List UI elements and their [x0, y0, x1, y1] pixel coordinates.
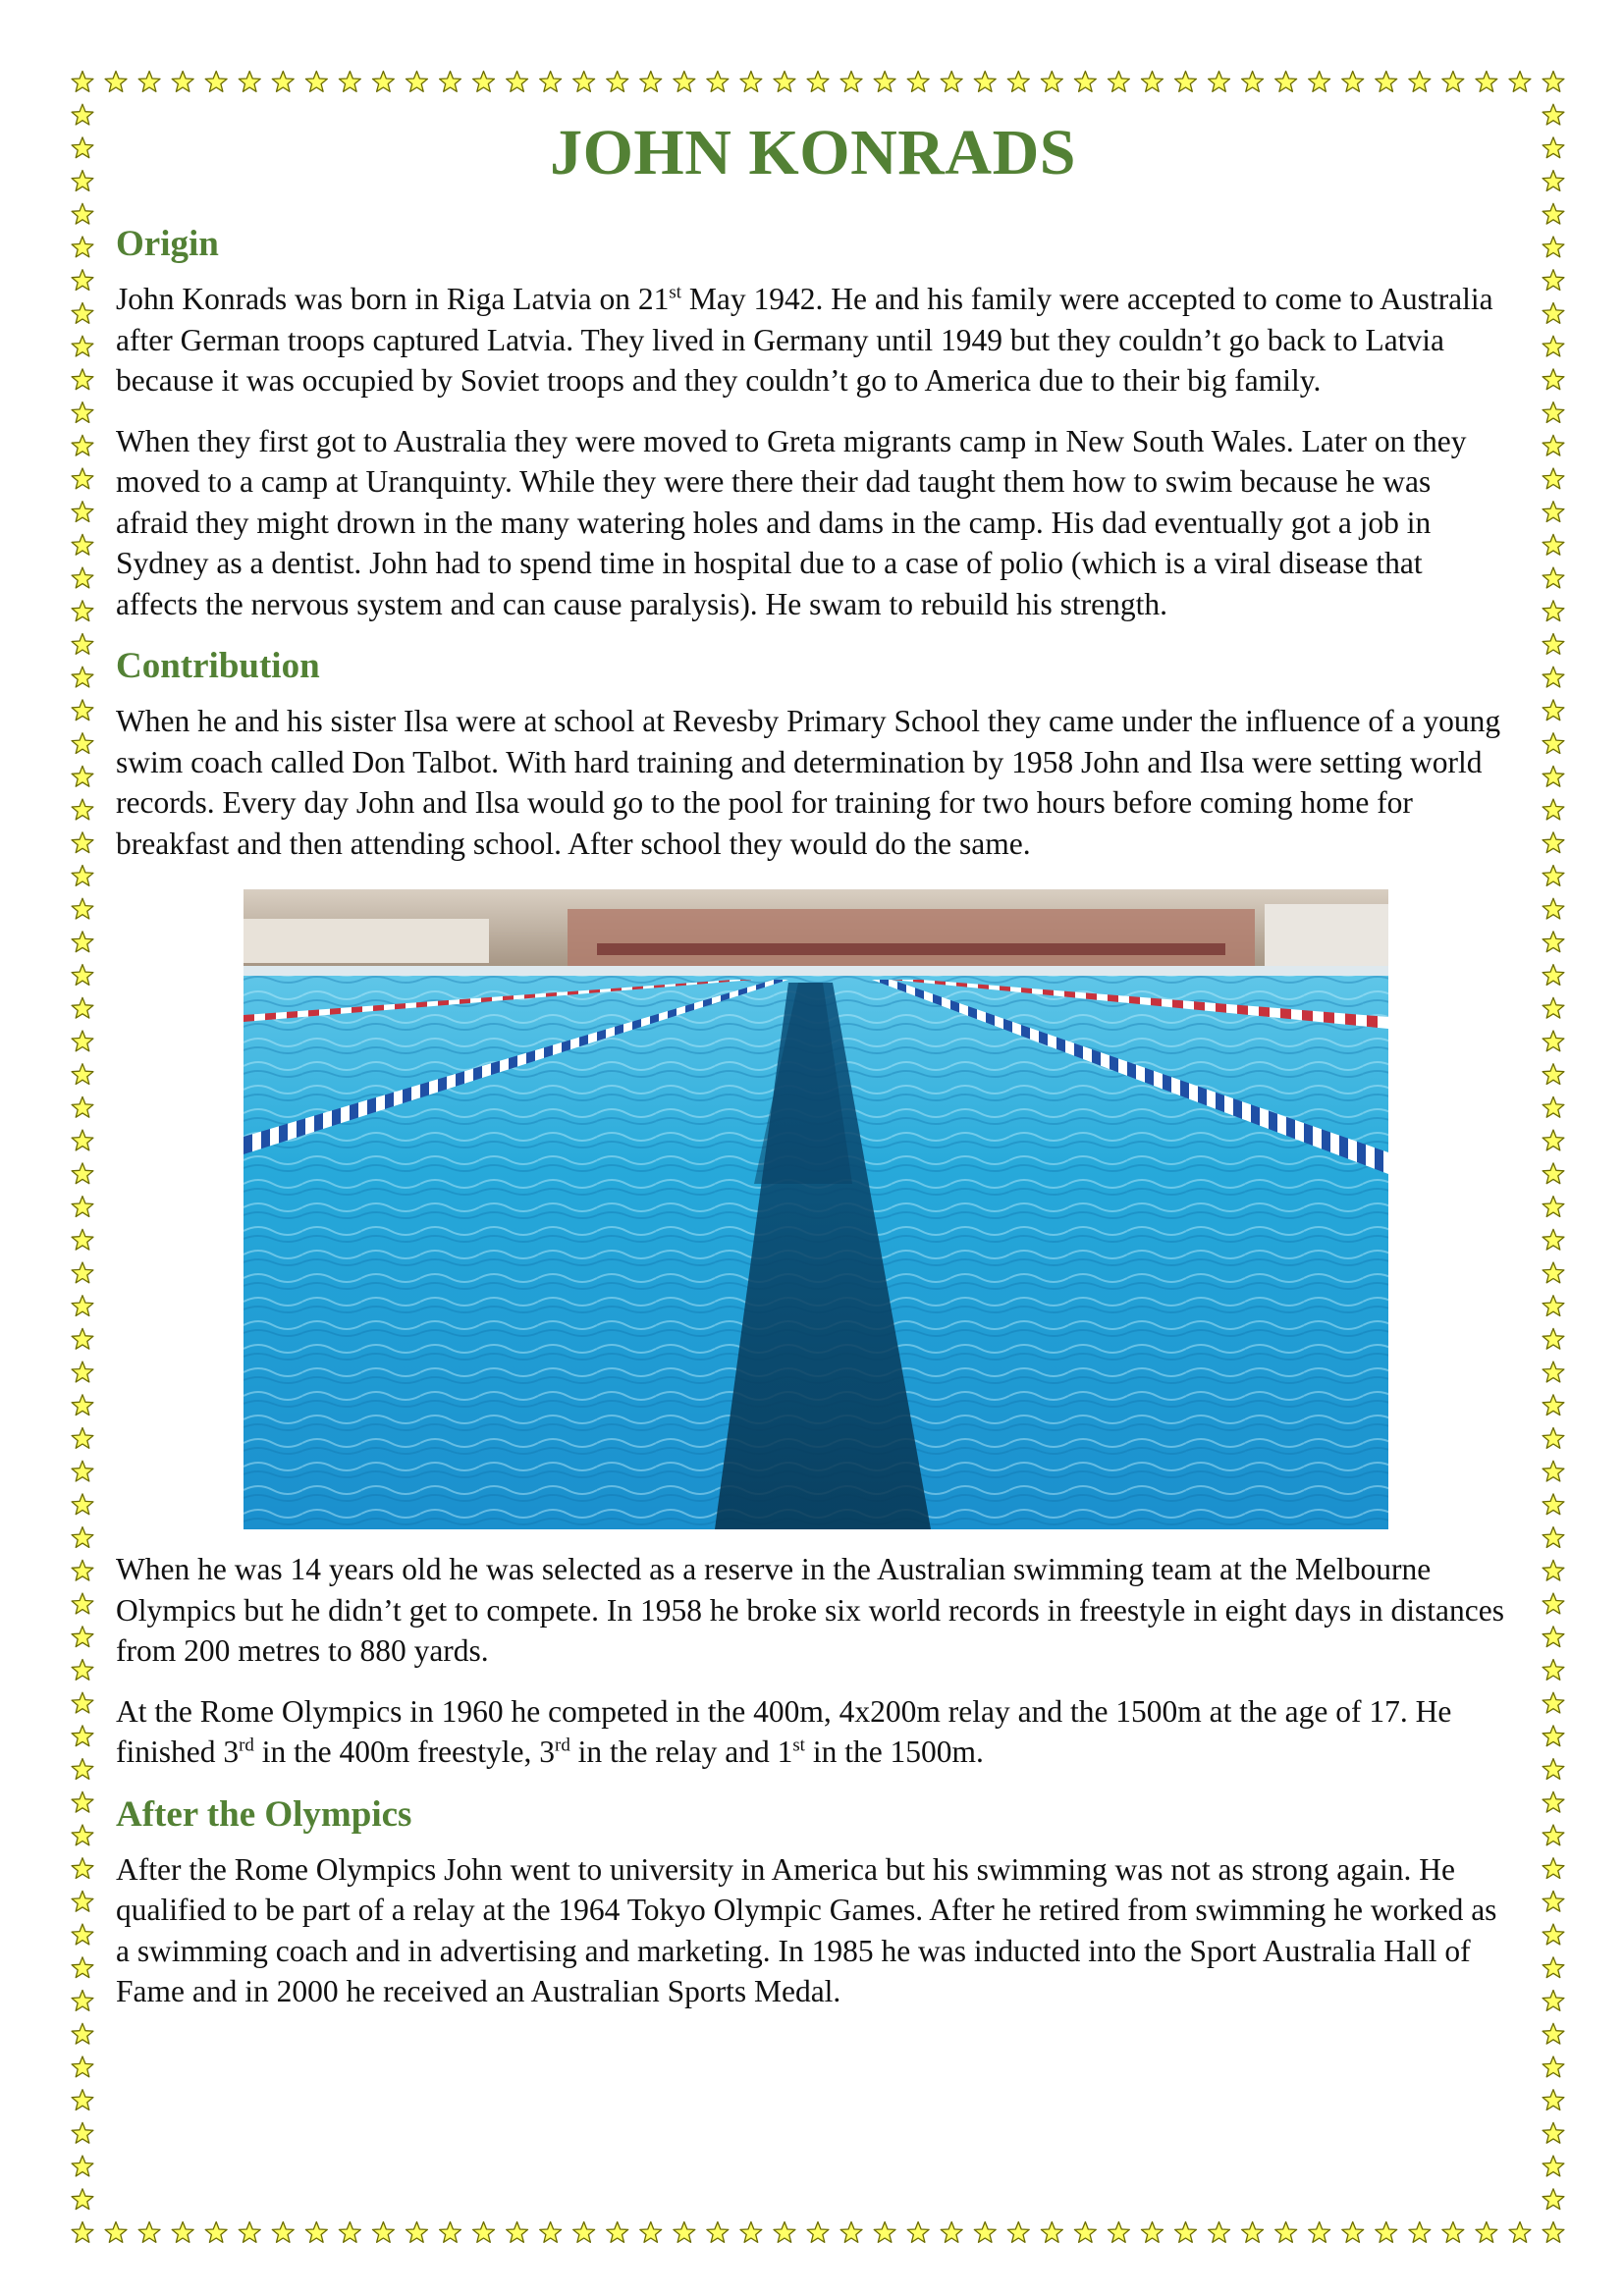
star-icon	[72, 1362, 93, 1382]
star-icon	[1543, 1163, 1564, 1184]
star-icon	[941, 2222, 962, 2243]
star-icon	[1543, 1229, 1564, 1250]
star-icon	[72, 171, 93, 191]
star-icon	[540, 72, 562, 92]
star-icon	[1209, 72, 1230, 92]
star-icon	[205, 2222, 227, 2243]
star-icon	[874, 72, 895, 92]
star-icon	[1543, 832, 1564, 853]
star-icon	[72, 1593, 93, 1614]
star-icon	[1007, 72, 1029, 92]
star-icon	[607, 72, 628, 92]
star-icon	[72, 1229, 93, 1250]
star-icon	[72, 1461, 93, 1481]
star-icon	[1041, 2222, 1062, 2243]
star-icon	[406, 2222, 428, 2243]
ordinal-suffix: rd	[239, 1735, 254, 1756]
star-icon	[1543, 1627, 1564, 1647]
star-icon	[1543, 799, 1564, 820]
star-icon	[72, 1660, 93, 1681]
star-icon	[239, 2222, 260, 2243]
star-icon	[1543, 369, 1564, 390]
star-icon	[72, 435, 93, 455]
star-icon	[640, 2222, 662, 2243]
star-icon	[1543, 303, 1564, 324]
star-icon	[440, 72, 461, 92]
contribution-paragraph-1: When he and his sister Ilsa were at school at Revesby Primary School they came under the influence of a young swim coach called Don Talbot. With hard training and determination by 1958 John and Ilsa were setting world records. Every day John and Ilsa would go to the pool for training for two hours before coming home for breakfast and then attending school. After school they would do the same.	[116, 704, 1501, 861]
star-icon	[72, 965, 93, 986]
page-title: JOHN KONRADS	[550, 117, 1076, 188]
star-icon	[507, 2222, 528, 2243]
olympics-paragraph-2	[116, 1691, 1510, 1773]
star-icon	[72, 104, 93, 125]
star-icon	[72, 567, 93, 588]
star-icon	[1543, 2222, 1564, 2243]
star-icon	[72, 1428, 93, 1449]
star-icon	[72, 932, 93, 952]
star-icon	[72, 1031, 93, 1051]
star-icon	[72, 2156, 93, 2176]
star-icon	[840, 72, 862, 92]
star-icon	[72, 402, 93, 423]
star-icon	[540, 2222, 562, 2243]
star-icon	[72, 634, 93, 655]
ordinal-suffix: st	[792, 1735, 805, 1756]
star-icon	[1543, 1527, 1564, 1548]
star-icon	[1007, 2222, 1029, 2243]
star-icon	[1175, 2222, 1197, 2243]
star-icon	[239, 72, 260, 92]
star-icon	[72, 72, 93, 92]
star-icon	[1543, 1560, 1564, 1580]
ordinal-suffix: st	[669, 282, 682, 303]
contribution-heading: Contribution	[116, 646, 320, 686]
star-icon	[72, 733, 93, 754]
star-icon	[72, 270, 93, 291]
star-icon	[1509, 2222, 1531, 2243]
star-icon	[1041, 72, 1062, 92]
star-icon	[1543, 634, 1564, 655]
star-icon	[72, 303, 93, 324]
star-icon	[1543, 898, 1564, 919]
star-icon	[72, 369, 93, 390]
star-icon	[1275, 2222, 1297, 2243]
star-icon	[1175, 72, 1197, 92]
star-icon	[1142, 2222, 1164, 2243]
star-icon	[1409, 72, 1431, 92]
star-icon	[1309, 72, 1330, 92]
origin-heading: Origin	[116, 224, 219, 264]
star-icon	[1543, 2156, 1564, 2176]
star-icon	[339, 72, 360, 92]
star-icon	[72, 2122, 93, 2143]
after-olympics-paragraph: After the Rome Olympics John went to university in America but his swimming was not as strong again. He qualified to be part of a relay at the 1964 Tokyo Olympic Games. After he retired from swimming he worked as a swimming coach and in advertising and marketing. In 1985 he was inducted into the Sport Australia Hall of Fame and in 2000 he received an Australian Sports Medal.	[116, 1851, 1497, 2008]
star-icon	[1142, 72, 1164, 92]
text-run: At the Rome Olympics in 1960 he competed in the 400m, 4x200m relay and the 1500m at the age of 17. He finished 3	[116, 1693, 1452, 1769]
star-icon	[1543, 137, 1564, 158]
star-icon	[72, 502, 93, 522]
text-run: in the 400m freestyle, 3	[253, 1735, 556, 1769]
star-icon	[72, 1064, 93, 1085]
star-icon	[72, 1825, 93, 1845]
star-icon	[740, 72, 762, 92]
star-icon	[1543, 336, 1564, 356]
star-icon	[1543, 1726, 1564, 1746]
star-icon	[1242, 72, 1264, 92]
star-icon	[1342, 2222, 1364, 2243]
star-icon	[1376, 2222, 1397, 2243]
star-icon	[1109, 72, 1130, 92]
star-icon	[1543, 468, 1564, 489]
star-icon	[907, 72, 929, 92]
star-icon	[272, 72, 294, 92]
star-icon	[874, 2222, 895, 2243]
star-icon	[72, 1262, 93, 1283]
star-icon	[1074, 72, 1096, 92]
star-icon	[72, 799, 93, 820]
star-icon	[1074, 2222, 1096, 2243]
star-icon	[406, 72, 428, 92]
star-icon	[72, 468, 93, 489]
star-icon	[1342, 72, 1364, 92]
star-icon	[507, 72, 528, 92]
star-icon	[1543, 72, 1564, 92]
star-icon	[72, 1494, 93, 1515]
star-icon	[607, 2222, 628, 2243]
star-icon	[840, 2222, 862, 2243]
text-run: in the relay and 1	[569, 1735, 793, 1769]
star-icon	[1543, 700, 1564, 721]
star-icon	[1543, 1262, 1564, 1283]
star-icon	[1543, 1296, 1564, 1316]
star-icon	[1543, 1494, 1564, 1515]
star-icon	[105, 2222, 127, 2243]
star-icon	[1543, 1593, 1564, 1614]
star-icon	[1476, 2222, 1497, 2243]
star-icon	[72, 1130, 93, 1150]
text-run: in the 1500m.	[804, 1735, 984, 1769]
star-icon	[1543, 1130, 1564, 1150]
star-icon	[138, 2222, 160, 2243]
star-icon	[1543, 997, 1564, 1018]
star-icon	[640, 72, 662, 92]
star-icon	[1543, 1096, 1564, 1117]
origin-paragraph-2: When they first got to Australia they were moved to Greta migrants camp in New South Wales. Later on they moved to a camp at Uranquinty. While they were there their dad taught them how to swim because he was afraid they might drown in the many watering holes and dams in the camp. His dad eventually got a job in Sydney as a dentist. John had to spend time in hospital due to a case of polio (which is a viral disease that affects the nervous system and can cause paralysis). He swam to rebuild his strength.	[116, 423, 1467, 621]
star-icon	[72, 1991, 93, 2011]
star-icon	[72, 237, 93, 257]
star-icon	[72, 700, 93, 721]
star-icon	[1543, 1759, 1564, 1780]
star-icon	[1543, 932, 1564, 952]
star-icon	[1543, 2056, 1564, 2077]
text-run: John Konrads was born in Riga Latvia on 21	[116, 282, 670, 316]
star-icon	[72, 997, 93, 1018]
star-icon	[1109, 2222, 1130, 2243]
star-icon	[72, 1692, 93, 1713]
star-icon	[72, 137, 93, 158]
star-icon	[72, 1328, 93, 1349]
star-icon	[1543, 203, 1564, 224]
star-icon	[1543, 1791, 1564, 1812]
star-icon	[72, 1891, 93, 1911]
star-icon	[807, 72, 829, 92]
star-icon	[72, 1791, 93, 1812]
star-icon	[72, 336, 93, 356]
star-icon	[1442, 72, 1464, 92]
star-icon	[1242, 2222, 1264, 2243]
star-icon	[740, 2222, 762, 2243]
star-icon	[72, 2056, 93, 2077]
ordinal-suffix: rd	[555, 1735, 570, 1756]
star-icon	[1543, 1660, 1564, 1681]
star-icon	[1543, 104, 1564, 125]
swimming-pool-photo	[244, 889, 1388, 1529]
star-icon	[674, 2222, 695, 2243]
star-icon	[172, 72, 193, 92]
star-icon	[774, 2222, 795, 2243]
star-icon	[1543, 237, 1564, 257]
star-icon	[339, 2222, 360, 2243]
star-icon	[72, 1957, 93, 1978]
star-icon	[1209, 2222, 1230, 2243]
star-icon	[1543, 1891, 1564, 1911]
star-icon	[1543, 270, 1564, 291]
star-icon	[1275, 72, 1297, 92]
star-icon	[205, 72, 227, 92]
star-icon	[1543, 733, 1564, 754]
star-icon	[305, 72, 327, 92]
star-icon	[72, 1395, 93, 1415]
star-icon	[72, 1627, 93, 1647]
star-icon	[707, 72, 729, 92]
star-icon	[72, 667, 93, 687]
star-icon	[1543, 667, 1564, 687]
star-icon	[105, 72, 127, 92]
star-icon	[72, 203, 93, 224]
star-icon	[674, 72, 695, 92]
star-icon	[72, 766, 93, 786]
star-icon	[1543, 1197, 1564, 1217]
star-icon	[72, 1560, 93, 1580]
star-icon	[1543, 502, 1564, 522]
star-icon	[72, 1726, 93, 1746]
star-icon	[573, 2222, 595, 2243]
star-icon	[1543, 601, 1564, 621]
star-icon	[272, 2222, 294, 2243]
star-icon	[774, 72, 795, 92]
star-icon	[1442, 2222, 1464, 2243]
star-icon	[72, 898, 93, 919]
star-icon	[1543, 965, 1564, 986]
star-icon	[72, 866, 93, 886]
star-icon	[1409, 2222, 1431, 2243]
star-icon	[72, 1924, 93, 1945]
star-icon	[1543, 1328, 1564, 1349]
star-icon	[1543, 2189, 1564, 2210]
star-icon	[1476, 72, 1497, 92]
star-icon	[1543, 2023, 1564, 2044]
star-icon	[1543, 1957, 1564, 1978]
star-icon	[72, 1096, 93, 1117]
text-run: May 1942. He and his family were accepted to come to Australia after German troops captured Latvia. They lived in Germany until 1949 but they couldn’t go back to Latvia because it was occupied by Soviet troops and they couldn’t go to America due to their big family.	[116, 282, 1493, 398]
star-icon	[72, 1197, 93, 1217]
star-icon	[1543, 1825, 1564, 1845]
star-icon	[1543, 435, 1564, 455]
star-icon	[72, 1296, 93, 1316]
star-icon	[305, 2222, 327, 2243]
star-icon	[1543, 2090, 1564, 2110]
star-icon	[1543, 1428, 1564, 1449]
star-icon	[1309, 2222, 1330, 2243]
star-icon	[72, 1527, 93, 1548]
star-icon	[72, 534, 93, 555]
star-icon	[573, 72, 595, 92]
star-icon	[373, 2222, 395, 2243]
star-icon	[1543, 1924, 1564, 1945]
star-icon	[1543, 2122, 1564, 2143]
star-icon	[473, 2222, 495, 2243]
star-icon	[138, 72, 160, 92]
star-icon	[72, 2090, 93, 2110]
star-icon	[1543, 1858, 1564, 1879]
origin-paragraph-1	[116, 279, 1510, 401]
star-icon	[1543, 567, 1564, 588]
star-icon	[941, 72, 962, 92]
star-icon	[707, 2222, 729, 2243]
star-icon	[807, 2222, 829, 2243]
star-icon	[72, 832, 93, 853]
star-icon	[974, 2222, 996, 2243]
star-icon	[72, 601, 93, 621]
after-olympics-heading: After the Olympics	[116, 1793, 412, 1835]
star-icon	[1543, 171, 1564, 191]
star-icon	[72, 2023, 93, 2044]
star-icon	[1543, 1991, 1564, 2011]
page-content	[116, 110, 1510, 2012]
star-icon	[1543, 1692, 1564, 1713]
star-icon	[907, 2222, 929, 2243]
olympics-paragraph-1: When he was 14 years old he was selected as a reserve in the Australian swimming team at the Melbourne Olympics but he didn’t get to compete. In 1958 he broke six world records in freestyle in eight days in distances from 200 metres to 880 yards.	[116, 1552, 1504, 1668]
star-icon	[1543, 1461, 1564, 1481]
star-icon	[1543, 1395, 1564, 1415]
star-icon	[1543, 1031, 1564, 1051]
star-icon	[72, 2222, 93, 2243]
star-icon	[172, 2222, 193, 2243]
star-icon	[1509, 72, 1531, 92]
star-icon	[72, 2189, 93, 2210]
star-icon	[440, 2222, 461, 2243]
star-icon	[1543, 534, 1564, 555]
star-icon	[1543, 1362, 1564, 1382]
star-icon	[72, 1759, 93, 1780]
star-icon	[1543, 1064, 1564, 1085]
star-icon	[1376, 72, 1397, 92]
star-icon	[974, 72, 996, 92]
star-icon	[72, 1163, 93, 1184]
star-icon	[72, 1858, 93, 1879]
star-icon	[373, 72, 395, 92]
star-icon	[473, 72, 495, 92]
star-icon	[1543, 402, 1564, 423]
star-icon	[1543, 766, 1564, 786]
star-icon	[1543, 866, 1564, 886]
